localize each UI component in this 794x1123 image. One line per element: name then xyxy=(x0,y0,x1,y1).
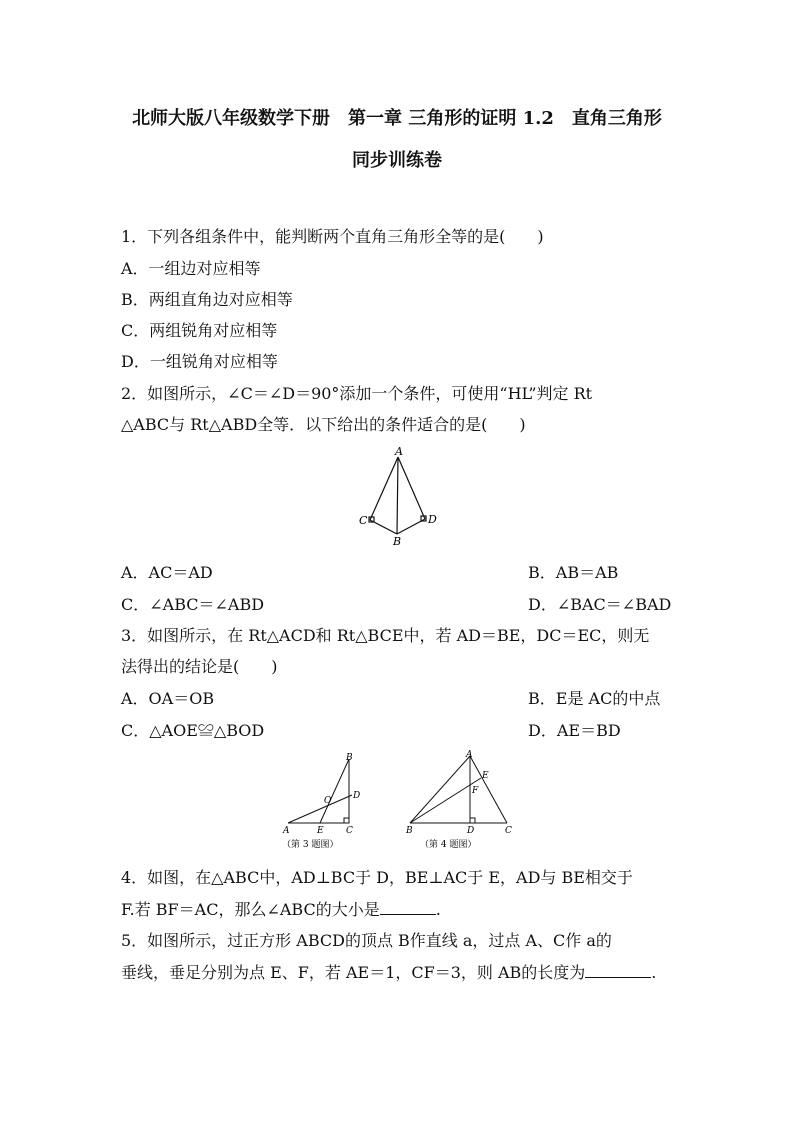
q4-stem-line1: 4．如图，在△ABC中，AD⊥BC于 D，BE⊥AC于 E，AD与 BE相交于 xyxy=(121,868,633,887)
q2-label-b: B xyxy=(393,535,402,548)
q2-stem-line2: △ABC与 Rt△ABD全等．以下给出的条件适合的是( ) xyxy=(121,415,526,434)
q4-answer-blank xyxy=(380,900,436,915)
q2-figure xyxy=(355,444,445,550)
q3-stem-line1: 3．如图所示，在 Rt△ACD和 Rt△BCE中，若 AD＝BE，DC＝EC，则无 xyxy=(121,626,650,645)
q3-label-o: O xyxy=(324,796,332,806)
q1-stem: 1．下列各组条件中，能判断两个直角三角形全等的是( ) xyxy=(121,227,544,246)
q1-option-c: C．两组锐角对应相等 xyxy=(121,321,278,340)
q2-option-a: A．AC＝AD xyxy=(121,563,213,582)
worksheet-title-line1: 北师大版八年级数学下册 第一章 三角形的证明 1.2 直角三角形 xyxy=(132,108,662,129)
q4-label-c: C xyxy=(505,826,512,836)
q2-label-a: A xyxy=(395,445,403,458)
q4-label-f: F xyxy=(472,786,479,796)
q1-option-d: D．一组锐角对应相等 xyxy=(121,352,278,371)
q3-label-d: D xyxy=(353,791,361,801)
q4-label-d: D xyxy=(467,826,475,836)
q5-stem-text: 垂线，垂足分别为点 E、F，若 AE＝1，CF＝3，则 AB的长度为 xyxy=(121,963,586,982)
q3-option-d: D．AE＝BD xyxy=(528,721,621,740)
q2-option-b: B．AB＝AB xyxy=(528,563,619,582)
q2-label-c: C xyxy=(359,514,368,527)
q3-option-b: B．E是 AC的中点 xyxy=(528,689,661,708)
q2-label-d: D xyxy=(428,513,437,526)
q1-option-b: B．两组直角边对应相等 xyxy=(121,290,293,309)
q2-option-c: C．∠ABC＝∠ABD xyxy=(121,595,265,614)
q3-option-c: C．△AOE≌△BOD xyxy=(121,721,265,740)
q2-stem-line1: 2．如图所示，∠C＝∠D＝90°添加一个条件，可使用“HL”判定 Rt xyxy=(121,384,593,403)
q4-stem-text: F.若 BF＝AC，那么∠ABC的大小是 xyxy=(121,900,380,919)
q4-stem-line2 xyxy=(121,897,441,920)
q4-label-e: E xyxy=(482,771,489,781)
q5-answer-blank xyxy=(585,963,651,978)
q5-stem-end: . xyxy=(651,963,657,982)
q4-caption: （第 4 题图） xyxy=(420,840,477,850)
q2-option-d: D．∠BAC＝∠BAD xyxy=(528,595,672,614)
worksheet-title-line2: 同步训练卷 xyxy=(352,150,442,171)
q5-stem-line2 xyxy=(121,960,656,983)
q3-q4-figures xyxy=(270,748,530,856)
q3-label-a: A xyxy=(283,826,290,836)
q3-label-c: C xyxy=(346,826,353,836)
q3-stem-line2: 法得出的结论是( ) xyxy=(121,657,278,676)
q4-stem-end: . xyxy=(435,900,441,919)
q4-label-b: B xyxy=(406,826,413,836)
q4-label-a: A xyxy=(466,750,473,760)
q3-caption: （第 3 题图） xyxy=(282,840,339,850)
q3-option-a: A．OA＝OB xyxy=(121,689,215,708)
q1-option-a: A．一组边对应相等 xyxy=(121,259,261,278)
q3-label-e: E xyxy=(317,826,324,836)
q3-label-b: B xyxy=(346,753,353,763)
q5-stem-line1: 5．如图所示，过正方形 ABCD的顶点 B作直线 a，过点 A、C作 a的 xyxy=(121,931,612,950)
